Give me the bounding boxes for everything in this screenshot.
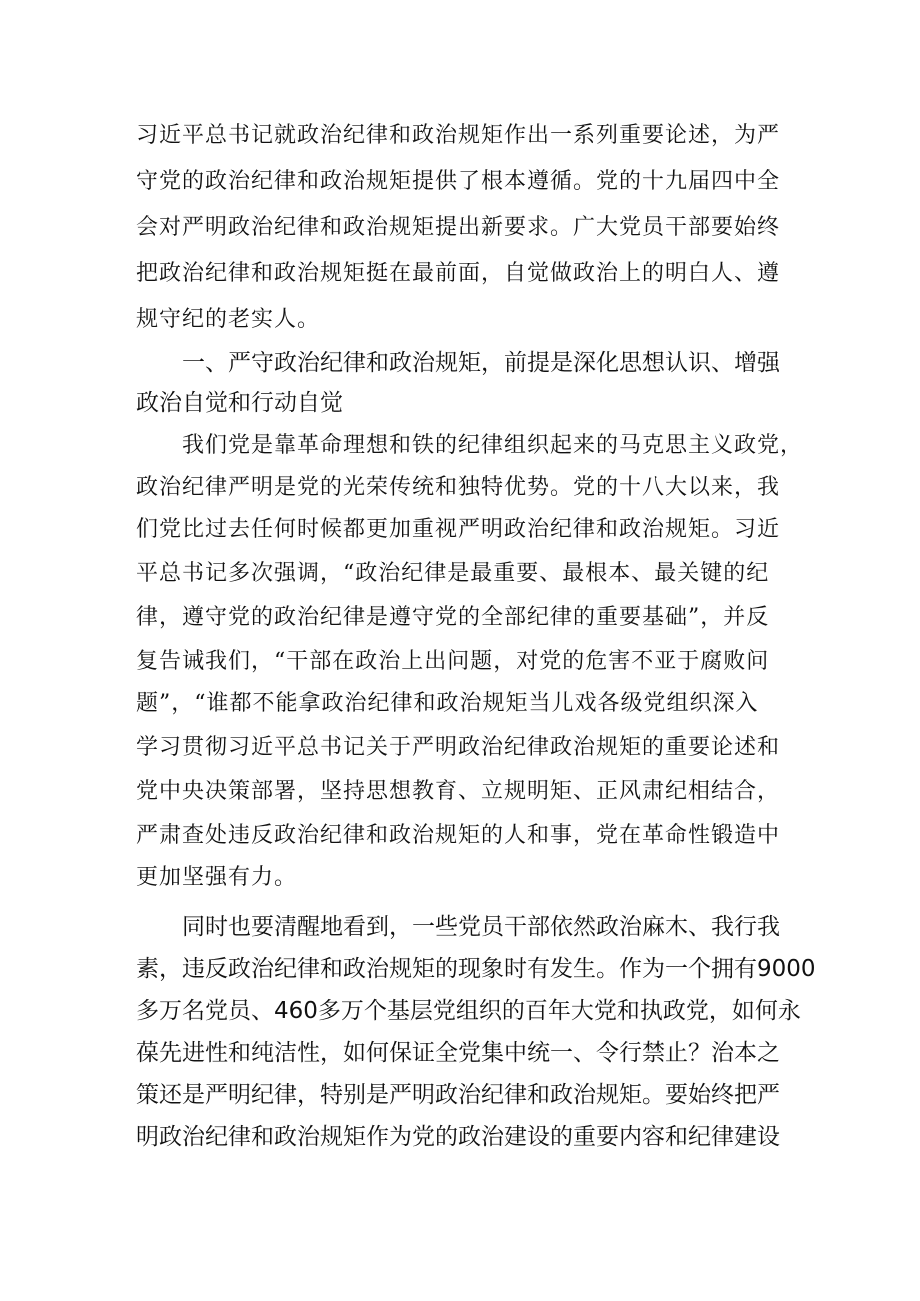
body-line: 学习贯彻习近平总书记关于严明政治纪律政治规矩的重要论述和 xyxy=(136,735,781,760)
intro-line: 把政治纪律和政治规矩挺在最前面，自觉做政治上的明白人、遵 xyxy=(136,261,781,286)
intro-line: 会对严明政治纪律和政治规矩提出新要求。广大党员干部要始终 xyxy=(136,215,781,240)
section-heading: 一、严守政治纪律和政治规矩，前提是深化思想认识、增强 xyxy=(182,350,780,376)
body-line: 我们党是靠革命理想和铁的纪律组织起来的马克思主义政党， xyxy=(182,433,804,458)
body-line: 多万名党员、460多万个基层党组织的百年大党和执政党，如何永 xyxy=(136,998,801,1024)
body-line: 素，违反政治纪律和政治规矩的现象时有发生。作为一个拥有9000 xyxy=(136,956,816,982)
body-line: 葆先进性和纯洁性，如何保证全党集中统一、令行禁止？治本之 xyxy=(136,1040,780,1066)
intro-line: 规守纪的老实人。 xyxy=(136,307,321,332)
intro-line: 习近平总书记就政治纪律和政治规矩作出一系列重要论述，为严 xyxy=(136,123,781,148)
body-line: 更加坚强有力。 xyxy=(136,865,298,890)
body-line: 策还是严明纪律，特别是严明政治纪律和政治规矩。要始终把严 xyxy=(136,1082,780,1108)
body-line: 律，遵守党的政治纪律是遵守党的全部纪律的重要基础”，并反 xyxy=(136,605,770,630)
body-line: 们党比过去任何时候都更加重视严明政治纪律和政治规矩。习近 xyxy=(136,517,781,542)
section-heading: 政治自觉和行动自觉 xyxy=(136,390,343,416)
body-line: 政治纪律严明是党的光荣传统和独特优势。党的十八大以来，我 xyxy=(136,475,781,500)
body-line: 严肃查处违反政治纪律和政治规矩的人和事，党在革命性锻造中 xyxy=(136,823,781,848)
body-line: 同时也要清醒地看到，一些党员干部依然政治麻木、我行我 xyxy=(182,914,780,940)
body-line: 明政治纪律和政治规矩作为党的政治建设的重要内容和纪律建设 xyxy=(136,1124,780,1150)
intro-line: 守党的政治纪律和政治规矩提供了根本遵循。党的十九届四中全 xyxy=(136,169,781,194)
body-line: 平总书记多次强调，“政治纪律是最重要、最根本、最关键的纪 xyxy=(136,561,770,586)
body-line: 复告诫我们，“干部在政治上出问题，对党的危害不亚于腐败问 xyxy=(136,649,770,674)
body-line: 题”，“谁都不能拿政治纪律和政治规矩当儿戏各级党组织深入 xyxy=(136,691,759,716)
body-line: 党中央决策部署，坚持思想教育、立规明矩、正风肃纪相结合， xyxy=(136,779,781,804)
